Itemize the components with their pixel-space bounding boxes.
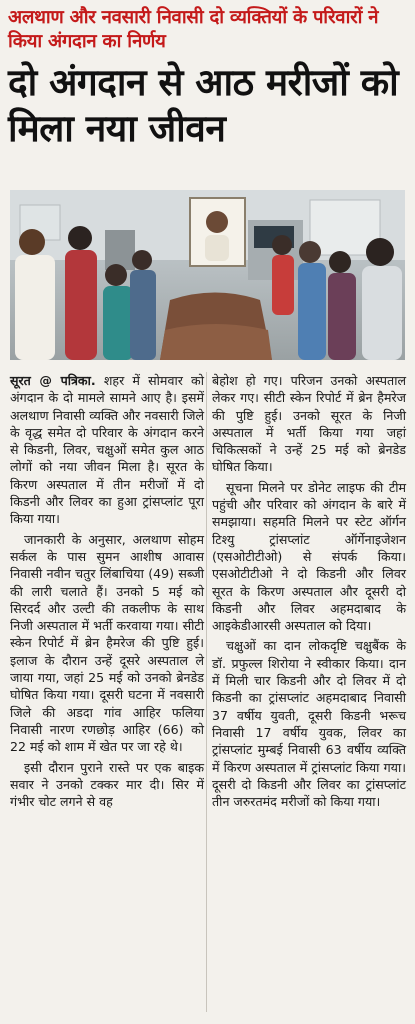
article-photo — [10, 190, 405, 360]
paragraph: बेहोश हो गए। परिजन उनको अस्पताल लेकर गए। सीटी स्केन रिपोर्ट में ब्रेन हैमरेज की पुष्टि हुई। उनको सूरत के निजी अस्पताल में भर्ती किया गया जहां चिकित्सकों ने उन्हें 25 मई को ब्रेनडेड घोषित किया। — [212, 373, 406, 475]
news-photo-icon — [10, 190, 405, 360]
dateline: सूरत @ पत्रिका. — [10, 373, 96, 388]
paragraph: सूचना मिलने पर डोनेट लाइफ की टीम पहुंची और परिवार को अंगदान के बारे में समझाया। सहमति मिलने पर स्टेट ऑर्गन टिश्यु ट्रांसप्लांट ऑर्गेनाइजेशन (एसओटीटीओ) से संपर्क किया। एसओटीटीओ ने दो किडनी और लिवर सूरत के किरण अस्पताल और दूसरी दो किडनी और लिवर अहमदाबाद के आइकेडीआरसी अस्पताल को दिया। — [212, 479, 406, 634]
paragraph: जानकारी के अनुसार, अलथाण सोहम सर्कल के पास सुमन आशीष आवास निवासी नवीन चतुर लिंबाचिया (49) सब्जी की लारी चलाते हैं। उनको 5 मई को सिरदर्द और उल्टी की तकलीफ के साथ निजी अस्पताल में भर्ती करवाया गया। सीटी स्केन रिपोर्ट में ब्रेन हैमरेज की पुष्टि हुई। इलाज के दौरान उन्हें दूसरे अस्पताल ले जाया गया, जहां 25 मई को उनको ब्रेनडेड घोषित किया गया। दूसरी घटना में नवसारी जिले की अडदा गांव आहिर फलिया निवासी नारण रणछोड़ आहिर (66) को 22 मई को शाम में खेत पर जा रहे थे। — [10, 531, 204, 755]
article-headline: दो अंगदान से आठ मरीजों को मिला नया जीवन — [8, 61, 399, 150]
left-column — [10, 372, 204, 810]
paragraph-text: शहर में सोमवार को अंगदान के दो मामले सामने आए है। इसमें अलथाण निवासी व्यक्ति और नवसारी जिले के वृद्ध समेत दो परिवार के अंगदान करने से किडनी, लिवर, चक्षुओं समेत कुल आठ लोगों को नया जीवन मिला है। सूरत के किरण अस्पताल में तीन मरीजों में दो किडनी और लिवर का हुआ ट्रांसप्लांट पूरा किया गया। — [10, 373, 204, 527]
paragraph: चक्षुओं का दान लोकदृष्टि चक्षुबैंक के डॉ. प्रफुल्ल शिरोया ने स्वीकार किया। दान में मिली चार किडनी और दो लिवर में दो किडनी का ट्रांसप्लांट अहमदाबाद निवासी 37 वर्षीय युवती, दूसरी किडनी भरूच निवासी 17 वर्षीय युवक, लिवर का ट्रांसप्लांट मुम्बई निवासी 63 वर्षीय व्यक्ति में किरण अस्पताल में ट्रांसप्लांट किया गया। दूसरी दो किडनी और लिवर का ट्रांसप्लांट तीन जरुरतमंद मरीजों को किया गया। — [212, 638, 406, 810]
paragraph — [10, 372, 204, 528]
paragraph: इसी दौरान पुराने रास्ते पर एक बाइक सवार ने उनको टक्कर मार दी। सिर में गंभीर चोट लगने से वह — [10, 759, 204, 810]
article-kicker: अलथाण और नवसारी निवासी दो व्यक्तियों के परिवारों ने किया अंगदान का निर्णय — [8, 7, 379, 52]
right-column — [212, 372, 406, 810]
column-divider — [206, 372, 207, 1012]
